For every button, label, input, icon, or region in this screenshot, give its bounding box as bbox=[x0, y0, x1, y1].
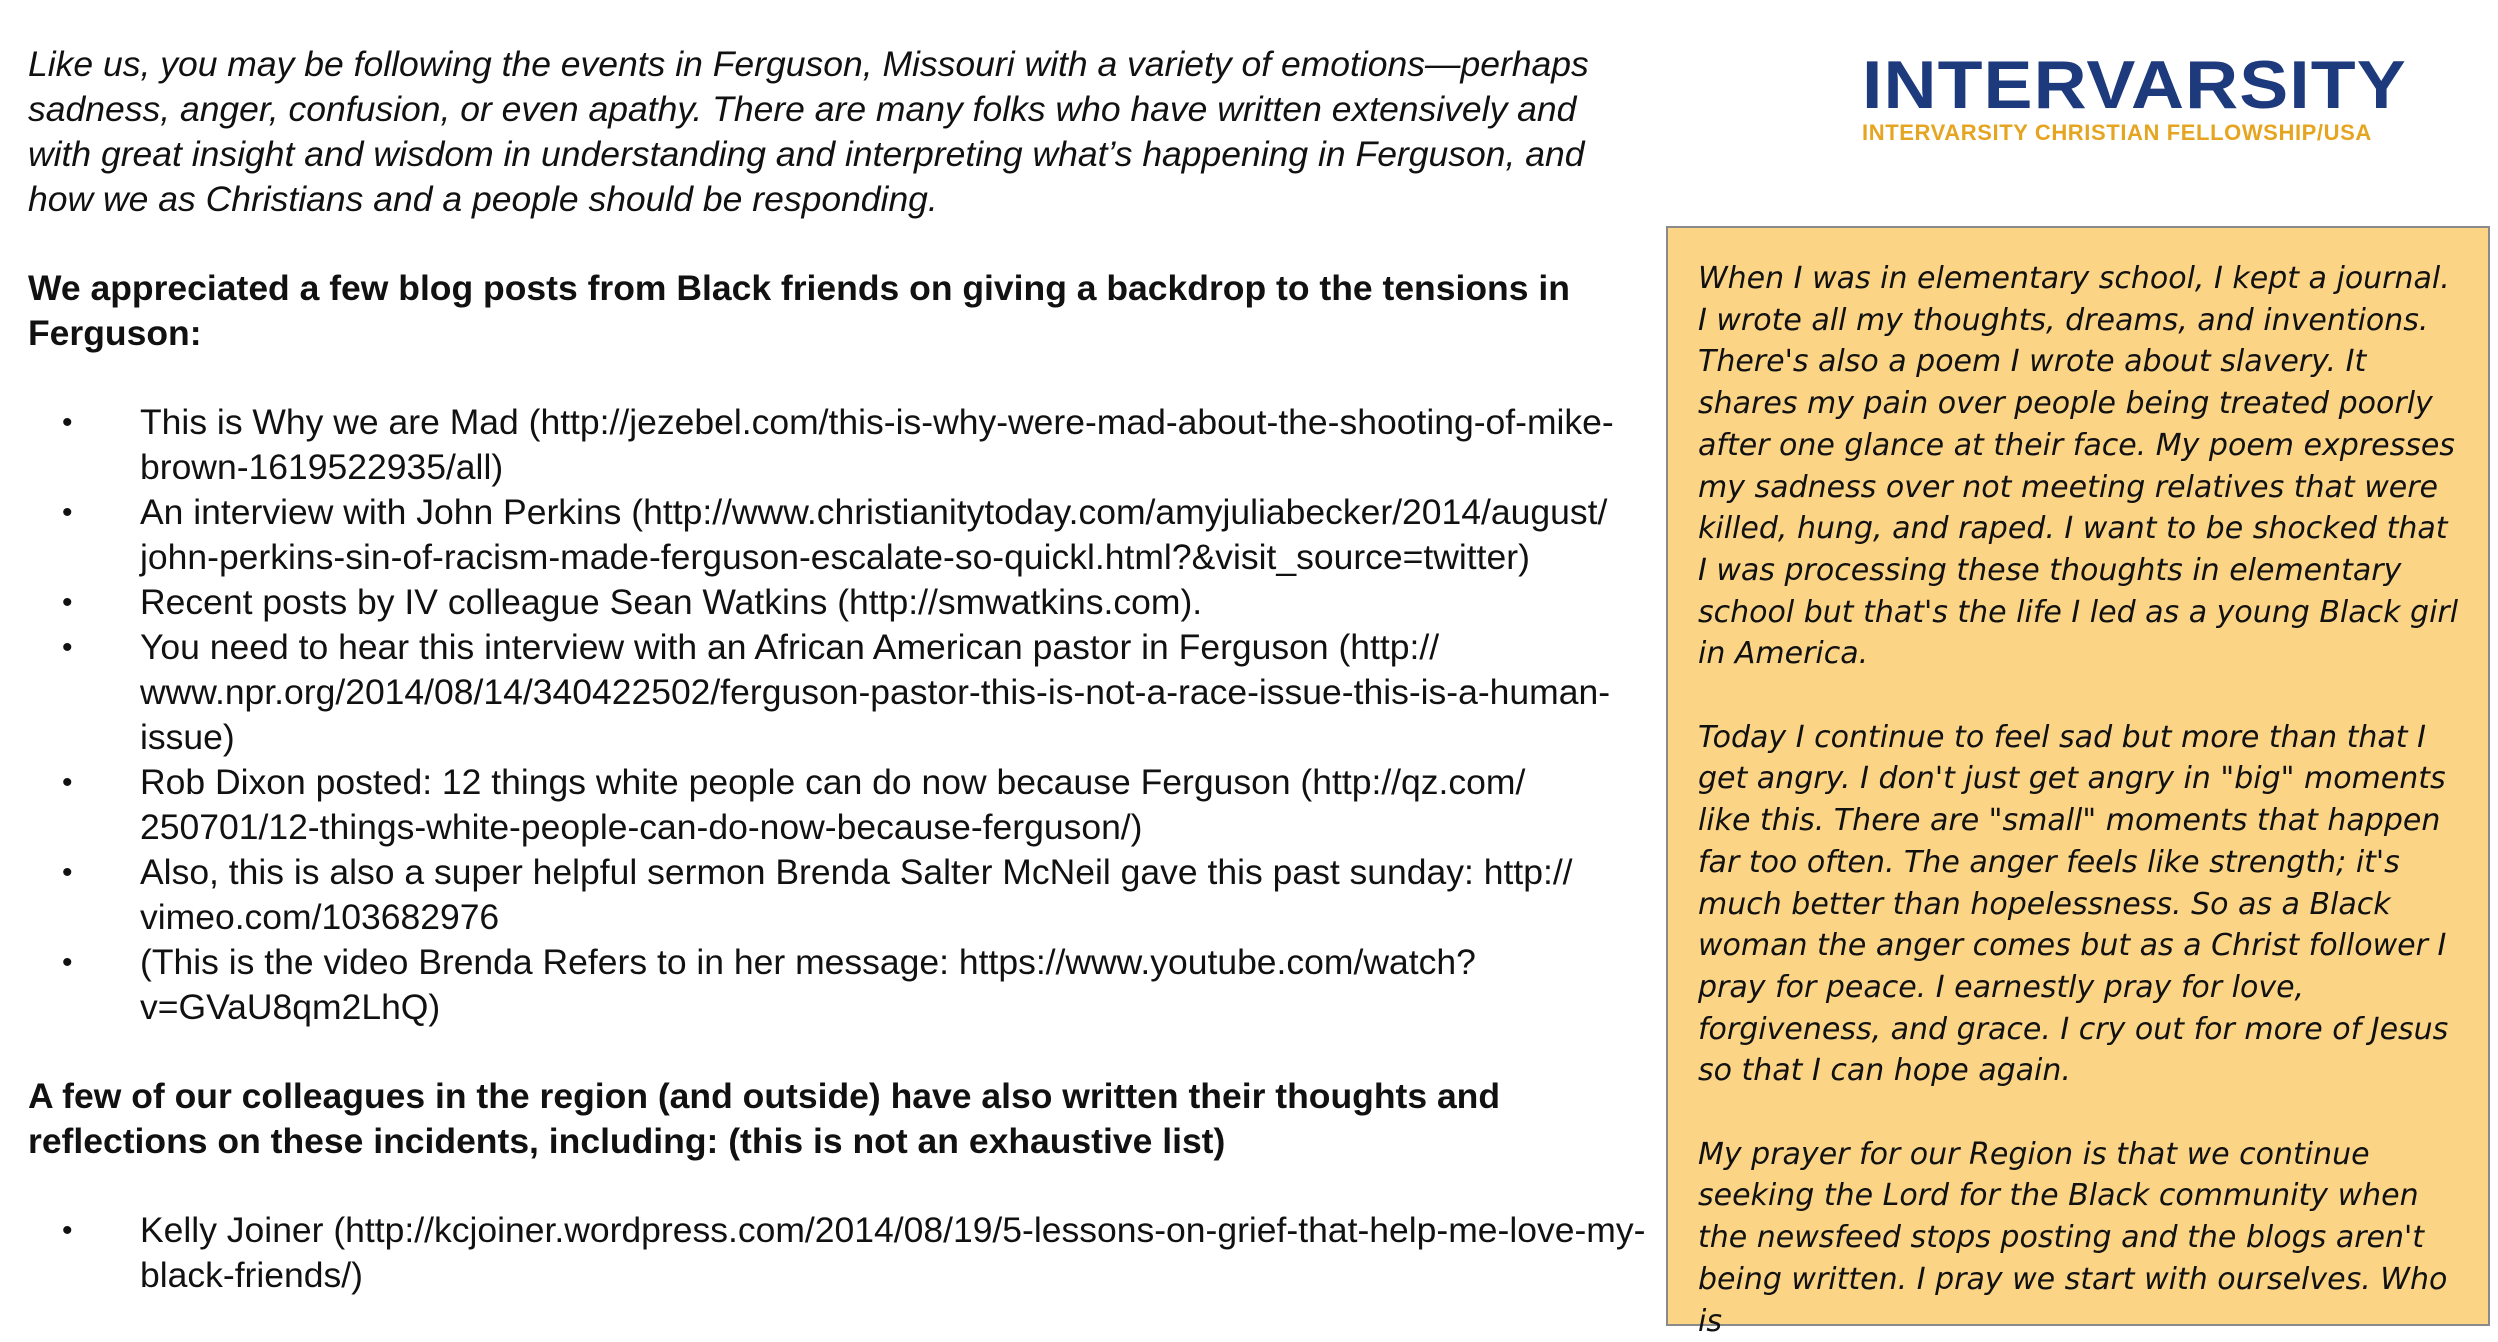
bullet-icon: • bbox=[62, 631, 73, 664]
bullet-icon: • bbox=[62, 496, 73, 529]
bullet-icon: • bbox=[62, 856, 73, 889]
list-item-text: Also, this is also a super helpful sermon Brenda Salter McNeil gave this past sunday: http:// vimeo.com/103682976 bbox=[140, 852, 1573, 937]
list-item[interactable] bbox=[28, 850, 1648, 940]
list-item[interactable] bbox=[28, 580, 1648, 625]
list-item-text: Kelly Joiner (http://kcjoiner.wordpress.com/2014/08/19/5-lessons-on-grief-that-help-me-love-my-black-friends/) bbox=[140, 1210, 1646, 1295]
list-item-text: Rob Dixon posted: 12 things white people can do now because Ferguson (http://qz.com/ 250701/12-things-white-people-can-do-now-because-ferguson/) bbox=[140, 762, 1526, 847]
section-heading-colleagues: A few of our colleagues in the region (and outside) have also written their thoughts and reflections on these incidents, including: (this is not an exhaustive list) bbox=[28, 1076, 1501, 1161]
list-item-text: You need to hear this interview with an African American pastor in Ferguson (http:// www.npr.org/2014/08/14/340422502/ferguson-pastor-this-is-not-a-race-issue-this-is-a-human-issue) bbox=[140, 627, 1611, 757]
list-item[interactable] bbox=[28, 625, 1648, 760]
testimony-paragraph: Today I continue to feel sad but more than that I get angry. I don't just get angry in "big" moments like this. There are "small" moments that happen far too often. The anger feels like strength; it's much better than hopelessness. So as a Black woman the anger comes but as a Christ follower I pray for peace. I earnestly pray for love, forgiveness, and grace. I cry out for more of Jesus so that I can hope again. bbox=[1698, 719, 2449, 1089]
list-item-text: (This is the video Brenda Refers to in her message: https://www.youtube.com/watch? v=GVaU8qm2LhQ) bbox=[140, 942, 1476, 1027]
list-item-text: Recent posts by IV colleague Sean Watkins (http://smwatkins.com). bbox=[140, 582, 1203, 622]
bullet-icon: • bbox=[62, 946, 73, 979]
list-item-text: An interview with John Perkins (http://www.christianitytoday.com/amyjuliabecker/2014/august/ john-perkins-sin-of-racism-made-ferguson-escalate-so-quickl.html?&visit_source=twitter) bbox=[140, 492, 1608, 577]
testimony-sidebar bbox=[1666, 226, 2490, 1339]
intro-paragraph: Like us, you may be following the events in Ferguson, Missouri with a variety of emotions—perhaps sadness, anger, confusion, or even apathy. There are many folks who have written extensively and with great insight and wisdom in understanding and interpreting what’s happening in Ferguson, and how we as Christians and a people should be responding. bbox=[28, 44, 1589, 219]
list-item[interactable] bbox=[28, 940, 1648, 1030]
section-heading-blog-posts: We appreciated a few blog posts from Black friends on giving a backdrop to the tensions in Ferguson: bbox=[28, 268, 1570, 353]
colleague-post-list bbox=[28, 1208, 1648, 1298]
bullet-icon: • bbox=[62, 406, 73, 439]
list-item[interactable] bbox=[28, 760, 1648, 850]
list-item[interactable] bbox=[28, 490, 1648, 580]
bullet-icon: • bbox=[62, 766, 73, 799]
intervarsity-logo bbox=[1862, 47, 2452, 146]
article-body bbox=[28, 42, 1648, 1298]
testimony-paragraph: When I was in elementary school, I kept a journal. I wrote all my thoughts, dreams, and inventions. There's also a poem I wrote about slavery. It shares my pain over people being treated poorly after one glance at their face. My poem expresses my sadness over not meeting relatives that were killed, hung, and raped. I want to be shocked that I was processing these thoughts in elementary school but that's the life I led as a young Black girl in America. bbox=[1698, 261, 2459, 672]
list-item-text: This is Why we are Mad (http://jezebel.com/this-is-why-were-mad-about-the-shooting-of-mike-brown-1619522935/all) bbox=[140, 402, 1614, 487]
testimony-paragraph: My prayer for our Region is that we continue seeking the Lord for the Black community when the newsfeed stops posting and the blogs aren't being written. I pray we start with ourselves. Who is bbox=[1698, 1136, 2448, 1339]
bullet-icon: • bbox=[62, 586, 73, 619]
list-item[interactable] bbox=[28, 400, 1648, 490]
logo-subtitle: INTERVARSITY CHRISTIAN FELLOWSHIP/USA bbox=[1862, 120, 2372, 145]
blog-post-list bbox=[28, 400, 1648, 1030]
list-item[interactable] bbox=[28, 1208, 1648, 1298]
logo-wordmark: INTERVARSITY bbox=[1862, 47, 2407, 123]
bullet-icon: • bbox=[62, 1214, 73, 1247]
